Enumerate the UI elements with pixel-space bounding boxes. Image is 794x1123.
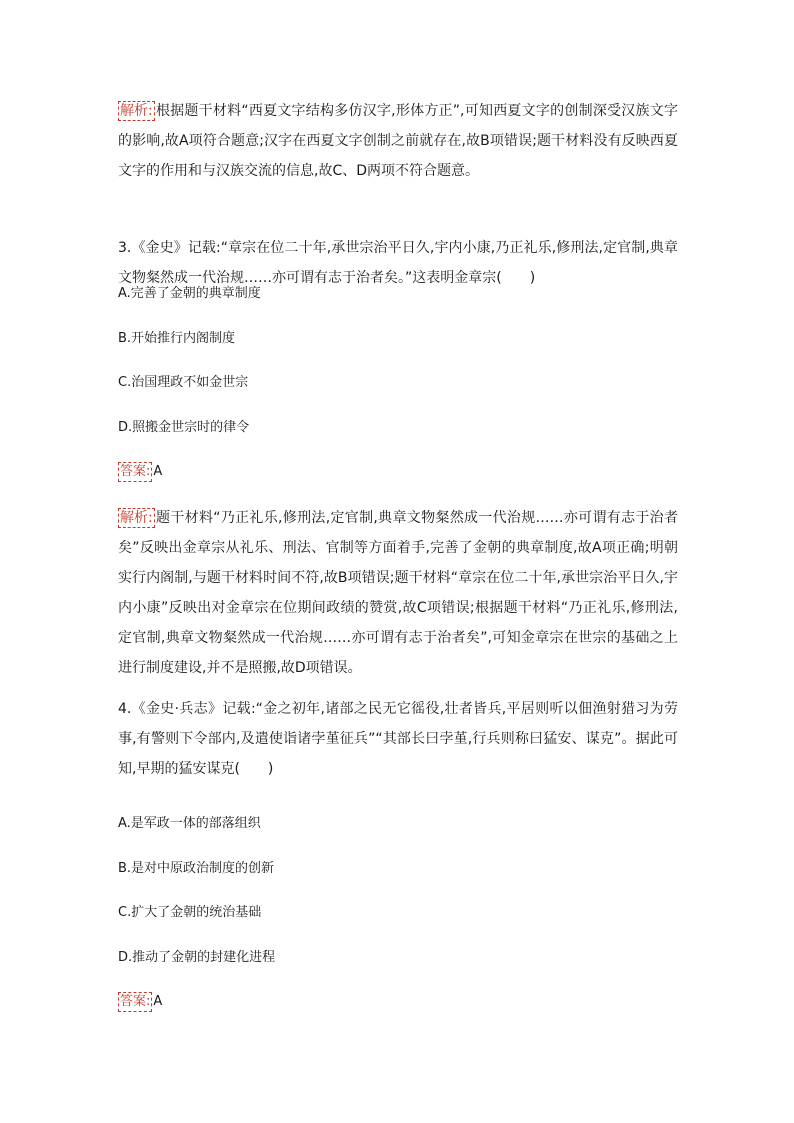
q2-analysis-text: 根据题干材料“西夏文字结构多仿汉字,形体方正”,可知西夏文字的创制深受汉族文字的影响,故A项符合题意;汉字在西夏文字创制之前就存在,故B项错误;题干材料没有反映西夏文字的作用和与汉族交流的信息,故C、D两项不符合题意。 (118, 103, 678, 179)
q3-option-a[interactable]: A.完善了金朝的典章制度 (118, 286, 261, 301)
analysis-label: 解析: (120, 103, 153, 119)
analysis-label: 解析: (120, 510, 153, 526)
q3-answer (118, 462, 162, 482)
q3-analysis (118, 503, 678, 683)
answer-label: 答案: (118, 992, 152, 1012)
q3-option-b[interactable]: B.开始推行内阁制度 (118, 331, 236, 346)
q4-option-a[interactable]: A.是军政一体的部落组织 (118, 816, 261, 831)
q4-option-b[interactable]: B.是对中原政治制度的创新 (118, 861, 275, 876)
q3-option-d[interactable]: D.照搬金世宗时的律令 (118, 420, 250, 435)
answer-label: 答案: (118, 462, 152, 482)
q2-analysis (118, 96, 678, 186)
q4-stem: 4.《金史·兵志》记载:“金之初年,诸部之民无它徭役,壮者皆兵,平居则听以佃渔射猎习为劳事,有警则下令部内,及遣使诣诸孛堇征兵”“其部长曰孛堇,行兵则称曰猛安、谋克”。据此可知,早期的猛安谋克( ) (118, 701, 678, 777)
q4-option-d[interactable]: D.推动了金朝的封建化进程 (118, 950, 276, 965)
q3-analysis-text: 题干材料“乃正礼乐,修刑法,定官制,典章文物粲然成一代治规……亦可谓有志于治者矣”反映出金章宗从礼乐、刑法、官制等方面着手,完善了金朝的典章制度,故A项正确;明朝实行内阁制,与题干材料时间不符,故B项错误;题干材料“章宗在位二十年,承世宗治平日久,宇内小康”反映出对金章宗在位期间政绩的赞赏,故C项错误;根据题干材料“乃正礼乐,修刑法,定官制,典章文物粲然成一代治规……亦可谓有志于治者矣”,可知金章宗在世宗的基础之上进行制度建设,并不是照搬,故D项错误。 (118, 510, 678, 676)
q4-answer (118, 992, 162, 1012)
q4-option-c[interactable]: C.扩大了金朝的统治基础 (118, 905, 262, 920)
q3-option-c[interactable]: C.治国理政不如金世宗 (118, 375, 249, 390)
q4-answer-value: A (153, 994, 163, 1009)
q3-answer-value: A (153, 464, 163, 479)
q3-stem: 3.《金史》记载:“章宗在位二十年,承世宗治平日久,宇内小康,乃正礼乐,修刑法,定官制,典章文物粲然成一代治规……亦可谓有志于治者矣。”这表明金章宗( ) (118, 240, 678, 286)
